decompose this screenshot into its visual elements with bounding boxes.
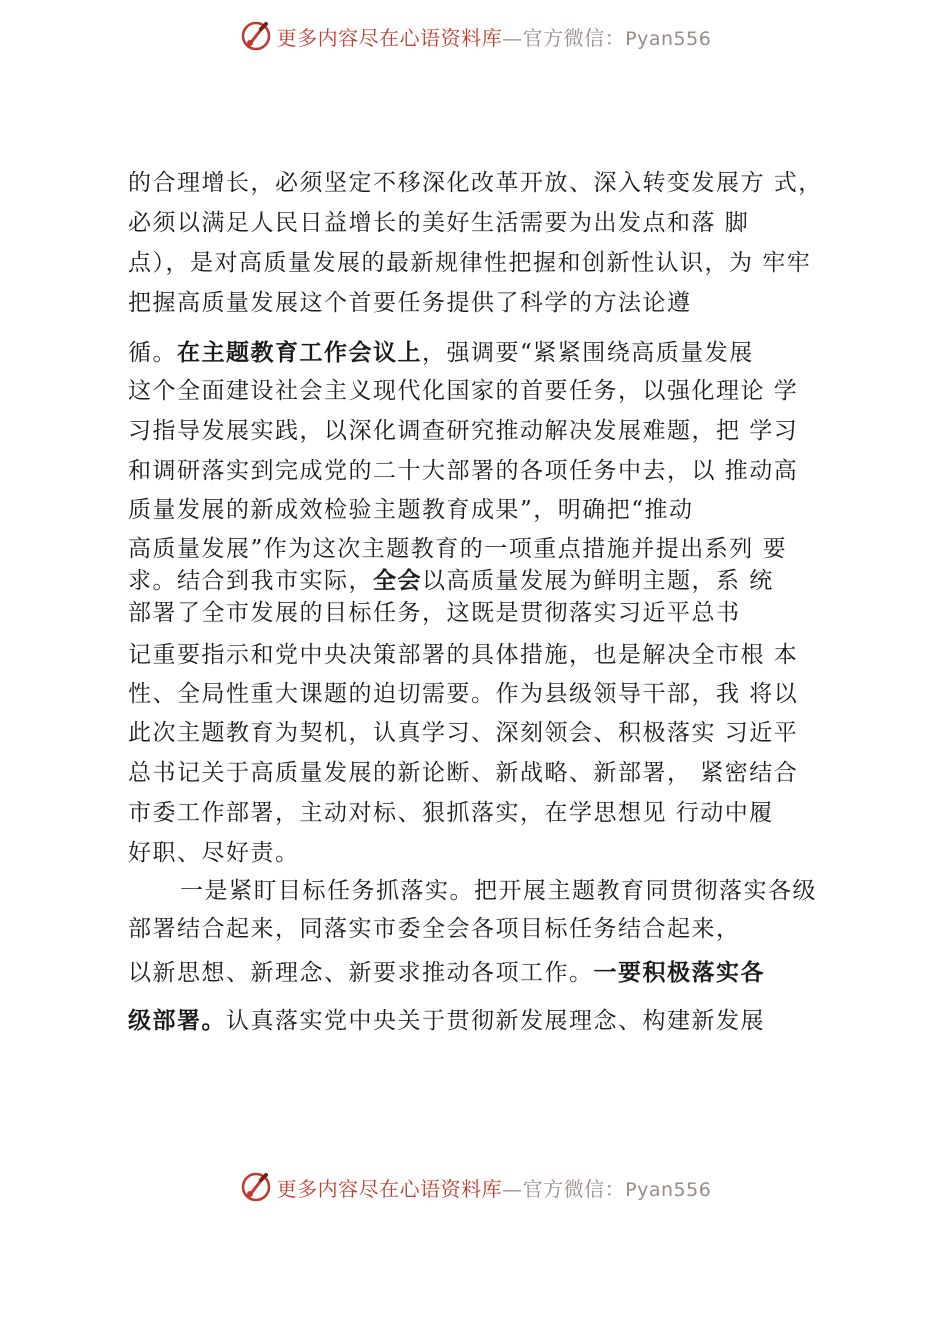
watermark-text xyxy=(277,22,712,51)
watermark-text xyxy=(277,1173,712,1202)
watermark-id: Pyan556 xyxy=(625,1178,712,1201)
text-line: 必须以满足人民日益增长的美好生活需要为出发点和落 脚 xyxy=(128,210,750,236)
watermark-separator: — xyxy=(502,25,523,50)
brush-logo-icon xyxy=(239,19,273,53)
text-line: 把握高质量发展这个首要任务提供了科学的方法论遵 xyxy=(128,290,692,316)
text-run: 以高质量发展为鲜明主题，系 统 xyxy=(422,568,774,594)
text-run: 认真落实党中央关于贯彻新发展理念、构建新发展 xyxy=(226,1008,765,1034)
text-line: 质量发展的新成效检验主题教育成果”，明确把“推动 xyxy=(128,497,694,523)
paragraph-first-line: 一是紧盯目标任务抓落实。把开展主题教育同贯彻落实各级 xyxy=(180,878,817,904)
text-line: 总书记关于高质量发展的新论断、新战略、新部署， 紧密结合 xyxy=(128,760,799,786)
header-watermark xyxy=(0,14,950,58)
text-line: 部署了全市发展的目标任务，这既是贯彻落实习近平总书 xyxy=(128,600,741,626)
watermark-label: 官方微信： xyxy=(522,1176,626,1201)
text-line xyxy=(128,338,754,368)
watermark-separator: — xyxy=(502,1176,523,1201)
text-run: 求。结合到我市实际， xyxy=(128,568,373,594)
watermark-brand: 更多内容尽在心语资料库 xyxy=(276,1176,503,1201)
text-line xyxy=(128,958,765,988)
text-line: 点），是对高质量发展的最新规律性把握和创新性认识，为 牢牢 xyxy=(128,250,812,276)
text-line: 高质量发展”作为这次主题教育的一项重点措施并提出系列 要 xyxy=(128,536,788,562)
bold-text-run: 全会 xyxy=(373,568,422,594)
bold-text-run: 在主题教育工作会议上 xyxy=(177,340,422,366)
footer-watermark xyxy=(0,1165,950,1209)
text-line xyxy=(128,566,774,596)
text-line: 记重要指示和党中央决策部署的具体措施，也是解决全市根 本 xyxy=(128,642,799,668)
bold-text-run: 级部署。 xyxy=(128,1008,226,1034)
watermark-label: 官方微信： xyxy=(522,25,626,50)
text-line: 性、全局性重大课题的迫切需要。作为县级领导干部，我 将以 xyxy=(128,681,799,707)
text-line: 习指导发展实践，以深化调查研究推动解决发展难题，把 学习 xyxy=(128,418,799,444)
text-run: 循。 xyxy=(128,340,177,366)
text-run: 以新思想、新理念、新要求推动各项工作。 xyxy=(128,960,594,986)
text-line: 部署结合起来，同落实市委全会各项目标任务结合起来， xyxy=(128,916,741,942)
text-line: 此次主题教育为契机，认真学习、深刻领会、积极落实 习近平 xyxy=(128,720,799,746)
text-line: 的合理增长，必须坚定不移深化改革开放、深入转变发展方 式， xyxy=(128,170,823,196)
text-line xyxy=(128,1006,765,1036)
text-line: 这个全面建设社会主义现代化国家的首要任务，以强化理论 学 xyxy=(128,378,799,404)
watermark-id: Pyan556 xyxy=(625,27,712,50)
text-line: 好职、尽好责。 xyxy=(128,840,300,866)
watermark-brand: 更多内容尽在心语资料库 xyxy=(276,25,503,50)
bold-text-run: 一要积极落实各 xyxy=(593,960,765,986)
brush-logo-icon xyxy=(239,1170,273,1204)
text-line: 市委工作部署，主动对标、狠抓落实，在学思想见 行动中履 xyxy=(128,800,774,826)
text-line: 和调研落实到完成党的二十大部署的各项任务中去，以 推动高 xyxy=(128,458,799,484)
text-run: ，强调要“紧紧围绕高质量发展 xyxy=(422,340,754,366)
